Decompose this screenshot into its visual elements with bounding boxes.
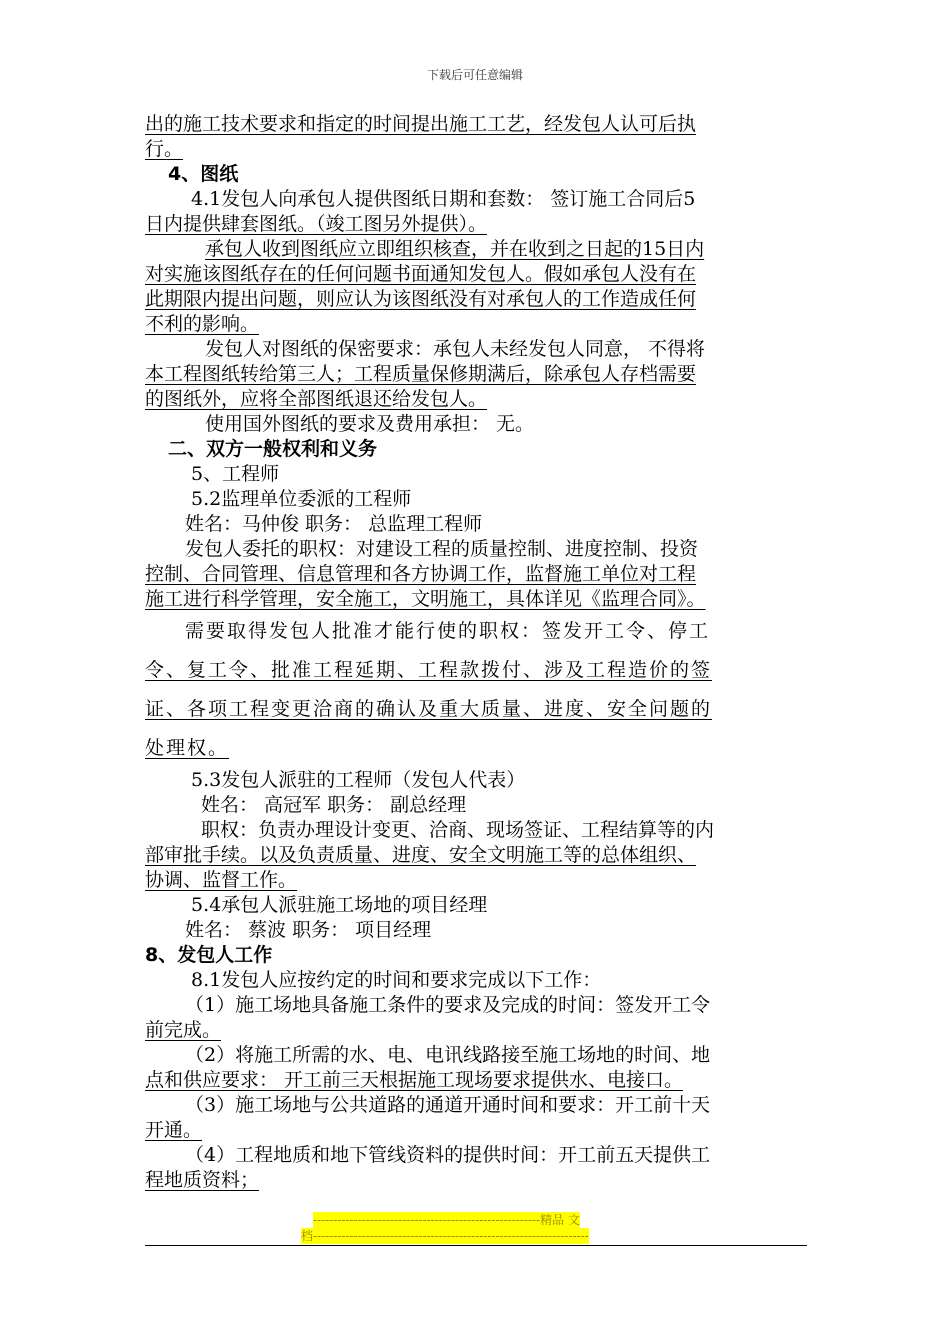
text-line: 协调、监督工作。 — [145, 869, 298, 891]
text-line: 行。 — [145, 138, 184, 160]
text-line: 点和供应要求： 开工前三天根据施工现场要求提供水、电接口。 — [145, 1069, 684, 1091]
text-line: 职权：负责办理设计变更、洽商、现场签证、工程结算等的内 — [201, 819, 715, 841]
text-line: 开通。 — [145, 1119, 203, 1141]
text-line: 日内提供肆套图纸。（竣工图另外提供）。 — [145, 213, 488, 235]
text-line: 姓名： 高冠军 职务： 副总经理 — [201, 794, 467, 816]
text-line: （3）施工场地与公共道路的通道开通时间和要求：开工前十天 — [185, 1094, 711, 1116]
footer-divider — [145, 1245, 807, 1246]
text-line: 4.1发包人向承包人提供图纸日期和套数： 签订施工合同后5 — [191, 188, 696, 210]
footer-line-2: 档-------------------------------------------------------------------- — [301, 1229, 589, 1243]
text-line: 5.2监理单位委派的工程师 — [191, 488, 412, 510]
text-line: 发包人对图纸的保密要求：承包人未经发包人同意， 不得将 — [205, 338, 706, 360]
text-line: 姓名： 蔡波 职务： 项目经理 — [185, 919, 432, 941]
text-line: 的图纸外，应将全部图纸退还给发包人。 — [145, 388, 488, 410]
text-line: 前完成。 — [145, 1019, 222, 1041]
document-body — [145, 112, 807, 1193]
text-line: 证、各项工程变更洽商的确认及重大质量、进度、安全问题的 — [145, 698, 713, 720]
text-line: 处理权。 — [145, 737, 230, 759]
text-line: 不利的影响。 — [145, 313, 260, 335]
text-line: 承包人收到图纸应立即组织核查，并在收到之日起的15日内 — [205, 238, 705, 260]
footer-line-1: --------------------------------------------------------精品 文 — [313, 1213, 580, 1227]
section-heading: 4、图纸 — [168, 163, 239, 185]
text-line: 需要取得发包人批准才能行使的职权：签发开工令、停工 — [185, 620, 711, 642]
text-line: 5、工程师 — [191, 463, 280, 485]
text-line: 5.4承包人派驻施工场地的项目经理 — [191, 894, 488, 916]
text-line: 姓名：马仲俊 职务： 总监理工程师 — [185, 513, 483, 535]
text-line: （2）将施工所需的水、电、电讯线路接至施工场地的时间、地 — [185, 1044, 711, 1066]
page-header: 下载后可任意编辑 — [426, 68, 523, 82]
text-line: 施工进行科学管理，安全施工，文明施工，具体详见《监理合同》。 — [145, 588, 706, 610]
text-line: 本工程图纸转给第三人；工程质量保修期满后，除承包人存档需要 — [145, 363, 697, 385]
text-line: 5.3发包人派驻的工程师（发包人代表） — [191, 769, 526, 791]
text-line: 令、复工令、批准工程延期、工程款拨付、涉及工程造价的签 — [145, 659, 713, 681]
text-line: 发包人委托的职权：对建设工程的质量控制、进度控制、投资 — [185, 538, 699, 560]
text-line: 部审批手续。以及负责质量、进度、安全文明施工等的总体组织、 — [145, 844, 697, 866]
text-line: 此期限内提出问题，则应认为该图纸没有对承包人的工作造成任何 — [145, 288, 697, 310]
text-line: 对实施该图纸存在的任何问题书面通知发包人。假如承包人没有在 — [145, 263, 697, 285]
text-line: 控制、合同管理、信息管理和各方协调工作，监督施工单位对工程 — [145, 563, 697, 585]
text-line: （1）施工场地具备施工条件的要求及完成的时间：签发开工令 — [185, 994, 711, 1016]
text-line: 出的施工技术要求和指定的时间提出施工工艺，经发包人认可后执 — [145, 113, 697, 135]
text-line: 8.1发包人应按约定的时间和要求完成以下工作： — [191, 969, 602, 991]
section-heading: 8、发包人工作 — [145, 944, 273, 966]
section-heading: 二、双方一般权利和义务 — [168, 438, 378, 460]
text-line: （4）工程地质和地下管线资料的提供时间：开工前五天提供工 — [185, 1144, 711, 1166]
text-line: 使用国外图纸的要求及费用承担： 无。 — [205, 413, 535, 435]
text-line: 程地质资料； — [145, 1169, 260, 1191]
